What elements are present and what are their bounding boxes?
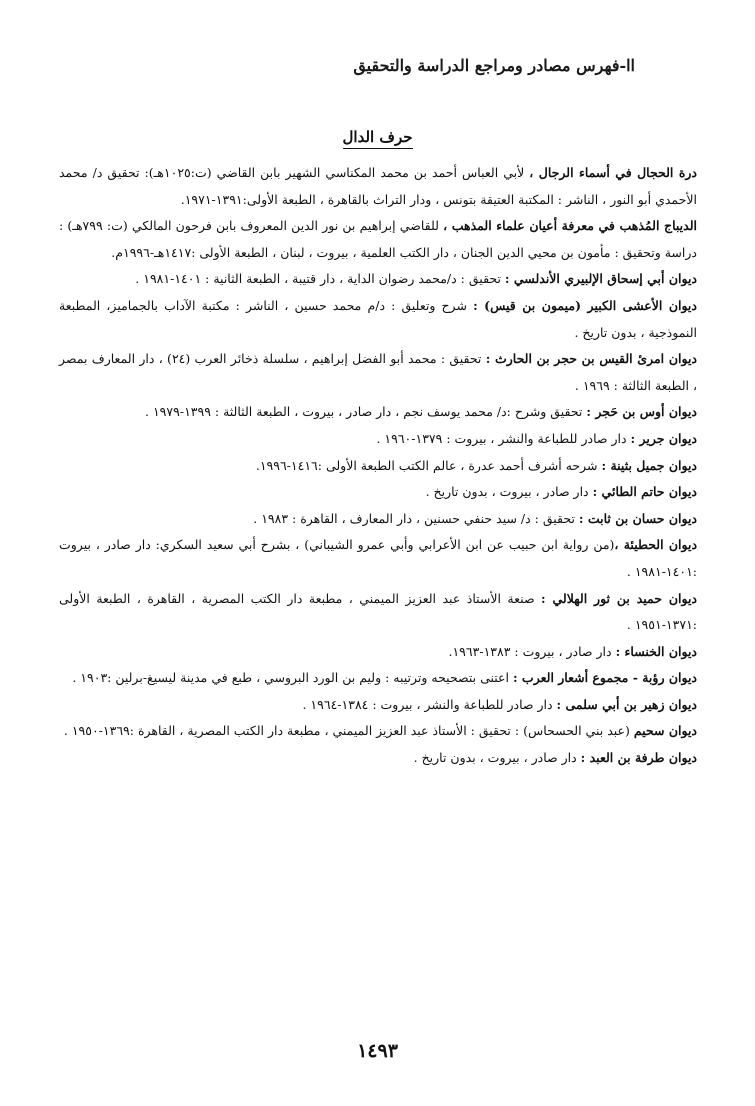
page-number: ١٤٩٣ — [357, 1040, 398, 1062]
entry-title: ديوان حميد بن ثور الهلالي : — [541, 590, 697, 606]
bibliography-entry — [59, 346, 697, 399]
entry-details: تحقيق : د/محمد رضوان الداية ، دار قتيبة ، الطبعة الثانية : ١٤٠١-١٩٨١ . — [135, 271, 505, 287]
bibliography-entry — [59, 718, 697, 745]
entry-details: تحقيق وشرح :د/ محمد يوسف نجم ، دار صادر ، بيروت ، الطبعة الثالثة : ١٣٩٩-١٩٧٩ . — [145, 404, 587, 420]
bibliography-entry — [59, 426, 697, 453]
entry-details: دار صادر ، بيروت ، بدون تاريخ . — [425, 484, 593, 500]
bibliography-entry — [59, 266, 697, 293]
entry-title: ديوان زهير بن أبي سلمى : — [556, 696, 697, 712]
bibliography-list — [59, 160, 697, 772]
bibliography-entry — [59, 293, 697, 346]
bibliography-entry — [59, 745, 697, 772]
bibliography-entry — [59, 213, 697, 266]
entry-details: تحقيق : د/ سيد حنفي حسنين ، دار المعارف ، القاهرة : ١٩٨٣ . — [253, 510, 579, 526]
entry-title: ديوان الخنساء : — [615, 643, 697, 659]
entry-title: ديوان جميل بثينة : — [601, 457, 697, 473]
entry-details: دار صادر ، بيروت : ١٣٨٣-١٩٦٣. — [448, 643, 616, 659]
entry-details: دار صادر للطباعة والنشر ، بيروت : ١٣٧٩-١٩٦٠ . — [376, 430, 631, 446]
entry-title: ديوان أبي إسحاق الإلبيري الأندلسي : — [504, 271, 697, 287]
entry-title: ديوان حاتم الطائي : — [592, 484, 697, 500]
bibliography-entry — [59, 532, 697, 585]
entry-details: صنعة الأستاذ عبد العزيز الميمني ، مطبعة دار الكتب المصرية ، القاهرة ، الطبعة الأولى :١٣٧١-١٩٥١ . — [59, 590, 697, 633]
bibliography-entry — [59, 586, 697, 639]
bibliography-entry — [59, 399, 697, 426]
running-header: اا-فهرس مصادر ومراجع الدراسة والتحقيق — [353, 56, 635, 75]
entry-title: ديوان رؤبة - مجموع أشعار العرب : — [512, 670, 697, 686]
entry-details: (عبد بني الحسحاس) : تحقيق : الأستاذ عبد العزيز الميمني ، مطبعة دار الكتب المصرية ، القاهرة :١٣٦٩-١٩٥٠ . — [63, 723, 634, 739]
entry-details: للقاضي إبراهيم بن نور الدين المعروف بابن فرحون المالكي (ت: ٧٩٩هـ) : دراسة وتحقيق : مأمون بن محيي الدين الجنان ، دار الكتب العلمية ، بيروت ، لبنان ، الطبعة الأولى :١٤١٧هـ-١٩٩٦م. — [59, 218, 697, 260]
section-title-text: حرف الدال — [343, 128, 413, 149]
entry-title: ديوان الأعشى الكبير (ميمون بن قيس) : — [473, 297, 697, 313]
entry-title: الديباج المُذهب في معرفة أعيان علماء المذهب ، — [443, 218, 697, 234]
bibliography-entry — [59, 692, 697, 719]
entry-details: شرح وتعليق : د/م محمد حسين ، الناشر : مكتبة الآداب بالجماميز، المطبعة النموذجية ، بدون تاريخ . — [59, 297, 697, 340]
bibliography-entry — [59, 639, 697, 666]
entry-details: لأبي العباس أحمد بن محمد المكناسي الشهير بابن القاضي (ت:١٠٢٥هـ): تحقيق د/ محمد الأحمدي أبو النور ، الناشر : المكتبة العتيقة بتونس ، ودار التراث بالقاهرة ، الطبعة الأولى:١٣٩١-١٩٧١. — [59, 165, 697, 207]
entry-details: (من رواية ابن حبيب عن ابن الأعرابي وأبي عمرو الشيباني) ، بشرح أبي سعيد السكري: دار صادر ، بيروت :١٤٠١-١٩٨١ . — [59, 537, 697, 579]
entry-title: ديوان الحطيئة ، — [614, 537, 698, 553]
entry-title: درة الحجال في أسماء الرجال ، — [529, 165, 697, 180]
section-title — [0, 128, 755, 146]
bibliography-entry — [59, 160, 697, 213]
bibliography-entry — [59, 506, 697, 533]
bibliography-entry — [59, 453, 697, 480]
entry-details: دار صادر ، بيروت ، بدون تاريخ . — [413, 750, 581, 766]
entry-title: ديوان حسان بن ثابت : — [578, 510, 697, 526]
entry-title: ديوان جرير : — [630, 430, 697, 446]
entry-details: دار صادر للطباعة والنشر ، بيروت : ١٣٨٤-١٩٦٤ . — [302, 696, 557, 712]
entry-title: ديوان طرفة بن العبد : — [580, 750, 697, 766]
entry-title: ديوان سحيم — [633, 723, 697, 739]
entry-title: ديوان امرئ القيس بن حجر بن الحارث : — [485, 351, 697, 367]
entry-details: اعتنى بتصحيحه وترتيبه : وليم بن الورد البروسي ، طبع في مدينة ليسيغ-برلين :١٩٠٣ . — [72, 670, 513, 686]
entry-details: تحقيق : محمد أبو الفضل إبراهيم ، سلسلة ذخائر العرب (٢٤) ، دار المعارف بمصر ، الطبعة الثالثة : ١٩٦٩ . — [59, 351, 697, 393]
bibliography-entry — [59, 665, 697, 692]
bibliography-entry — [59, 479, 697, 506]
entry-details: شرحه أشرف أحمد عدرة ، عالم الكتب الطبعة الأولى :١٤١٦-١٩٩٦. — [255, 457, 602, 473]
entry-title: ديوان أوس بن حَجر : — [586, 404, 697, 420]
